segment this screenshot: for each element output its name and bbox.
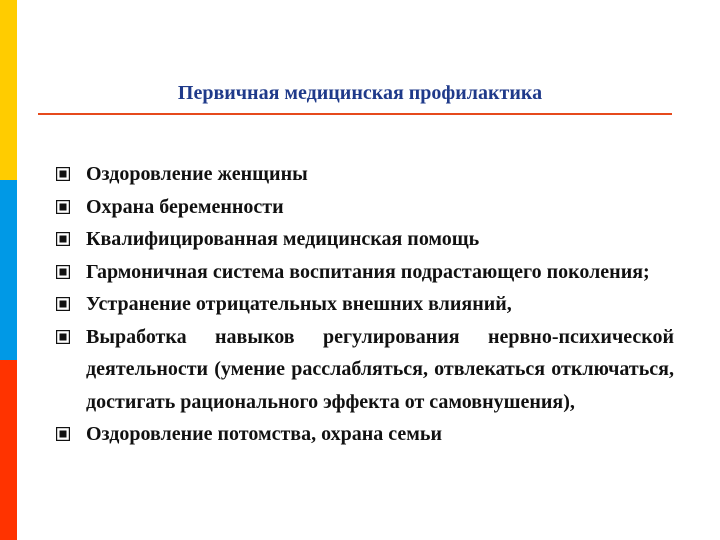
list-item-text: Устранение отрицательных внешних влияний,: [86, 293, 512, 315]
checkbox-square-bullet-icon: [56, 265, 70, 279]
list-item-text: Оздоровление потомства, охрана семьи: [86, 423, 442, 445]
list-item-text: Оздоровление женщины: [86, 163, 308, 185]
list-item: [56, 256, 674, 289]
list-item: [56, 288, 674, 321]
bullet-list: [56, 158, 674, 451]
list-item: [56, 418, 674, 451]
checkbox-square-bullet-icon: [56, 200, 70, 214]
list-item: [56, 191, 674, 224]
list-item: [56, 158, 674, 191]
slide-title: [0, 82, 720, 105]
accent-stripe-red: [0, 360, 17, 540]
checkbox-square-bullet-icon: [56, 167, 70, 181]
list-item-text: Квалифицированная медицинская помощь: [86, 228, 480, 250]
slide-title-text: Первичная медицинская профилактика: [177, 82, 543, 104]
checkbox-square-bullet-icon: [56, 330, 70, 344]
list-item-text: Гармоничная система воспитания подрастающего поколения;: [86, 260, 650, 283]
accent-stripe-blue: [0, 180, 17, 360]
checkbox-square-bullet-icon: [56, 297, 70, 311]
list-item-text: Выработка навыков регулирования нервно-психической деятельности (умение расслабляться, отвлекаться отключаться, достигать рационального эффекта от самовнушения),: [86, 325, 674, 413]
list-item: [56, 321, 674, 419]
list-item-text: Охрана беременности: [86, 195, 284, 218]
title-divider: [38, 113, 672, 115]
checkbox-square-bullet-icon: [56, 427, 70, 441]
list-item: [56, 223, 674, 256]
checkbox-square-bullet-icon: [56, 232, 70, 246]
